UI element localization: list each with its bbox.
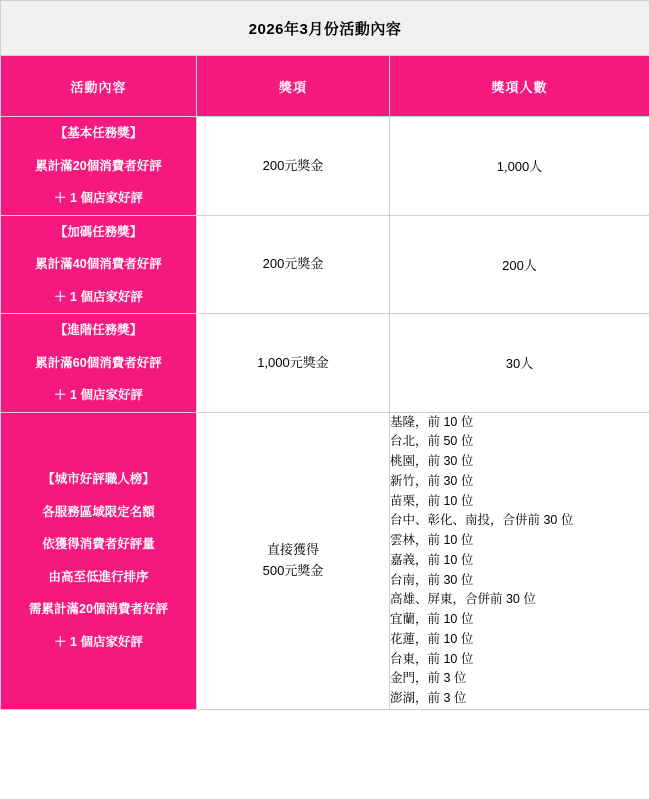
table-row [1,314,649,413]
city-quota-item: 宜蘭，前 10 位 [390,612,474,626]
quota-cell-basic: 1,000人 [390,117,649,216]
table-header-row [1,56,649,117]
table-title-row [1,1,649,56]
city-quota-item: 基隆，前 10 位 [390,414,474,429]
prize-cell-basic: 200元獎金 [197,117,390,216]
activity-line: ＋ 1 個店家好評 [54,634,143,649]
city-quota-item: 台中、彰化、南投，合併前 30 位 [390,513,574,528]
activity-cell-bonus [1,215,197,314]
activity-line: 由高至低進行排序 [48,569,149,584]
activity-line: 各服務區域限定名額 [42,504,155,519]
prize-cell-bonus: 200元獎金 [197,215,390,314]
prize-cell-city-ranking [197,412,390,709]
city-quota-item: 金門，前 3 位 [390,671,467,686]
activity-cell-advanced [1,314,197,413]
quota-cell-city-ranking [390,412,649,709]
quota-cell-advanced: 30人 [390,314,649,413]
city-quota-item: 台東，前 10 位 [390,651,474,666]
city-quota-item: 嘉義，前 10 位 [390,552,474,567]
activity-line: 需累計滿20個消費者好評 [29,602,168,617]
city-quota-item: 高雄、屏東，合併前 30 位 [390,592,536,607]
activity-line: 【城市好評職人榜】 [42,472,155,487]
quota-cell-bonus: 200人 [390,215,649,314]
activity-line: 累計滿20個消費者好評 [35,158,162,173]
activity-line: ＋ 1 個店家好評 [54,289,143,304]
city-quota-item: 桃園，前 30 位 [390,454,474,468]
prize-line: 500元獎金 [262,562,324,578]
page-title: 2026年3月份活動內容 [1,1,649,56]
city-quota-item: 台南，前 30 位 [390,572,474,587]
activity-cell-city-ranking [1,412,197,709]
activity-cell-basic [1,117,197,216]
table-row [1,215,649,314]
activity-line: 累計滿40個消費者好評 [35,257,162,271]
column-header-prize: 獎項 [197,56,390,117]
activity-line: 累計滿60個消費者好評 [35,355,162,370]
city-quota-item: 新竹，前 30 位 [390,473,474,488]
column-header-activity: 活動內容 [1,56,197,117]
activity-line: 【進階任務獎】 [54,323,143,337]
prize-cell-advanced: 1,000元獎金 [197,314,390,413]
table-row [1,412,649,709]
activity-line: ＋ 1 個店家好評 [54,388,143,402]
activity-line: 【基本任務獎】 [54,126,143,140]
city-quota-item: 花蓮，前 10 位 [390,631,474,646]
city-quota-item: 台北，前 50 位 [390,434,474,449]
city-quota-item: 雲林，前 10 位 [390,533,474,547]
table-row [1,117,649,216]
activity-line: ＋ 1 個店家好評 [54,191,143,205]
activity-line: 依獲得消費者好評量 [42,537,155,552]
prize-line: 直接獲得 [266,542,319,558]
city-quota-item: 苗栗，前 10 位 [390,493,474,508]
city-quota-item: 澎湖，前 3 位 [390,691,467,705]
activity-line: 【加碼任務獎】 [54,224,143,239]
column-header-quota: 獎項人數 [390,56,649,117]
